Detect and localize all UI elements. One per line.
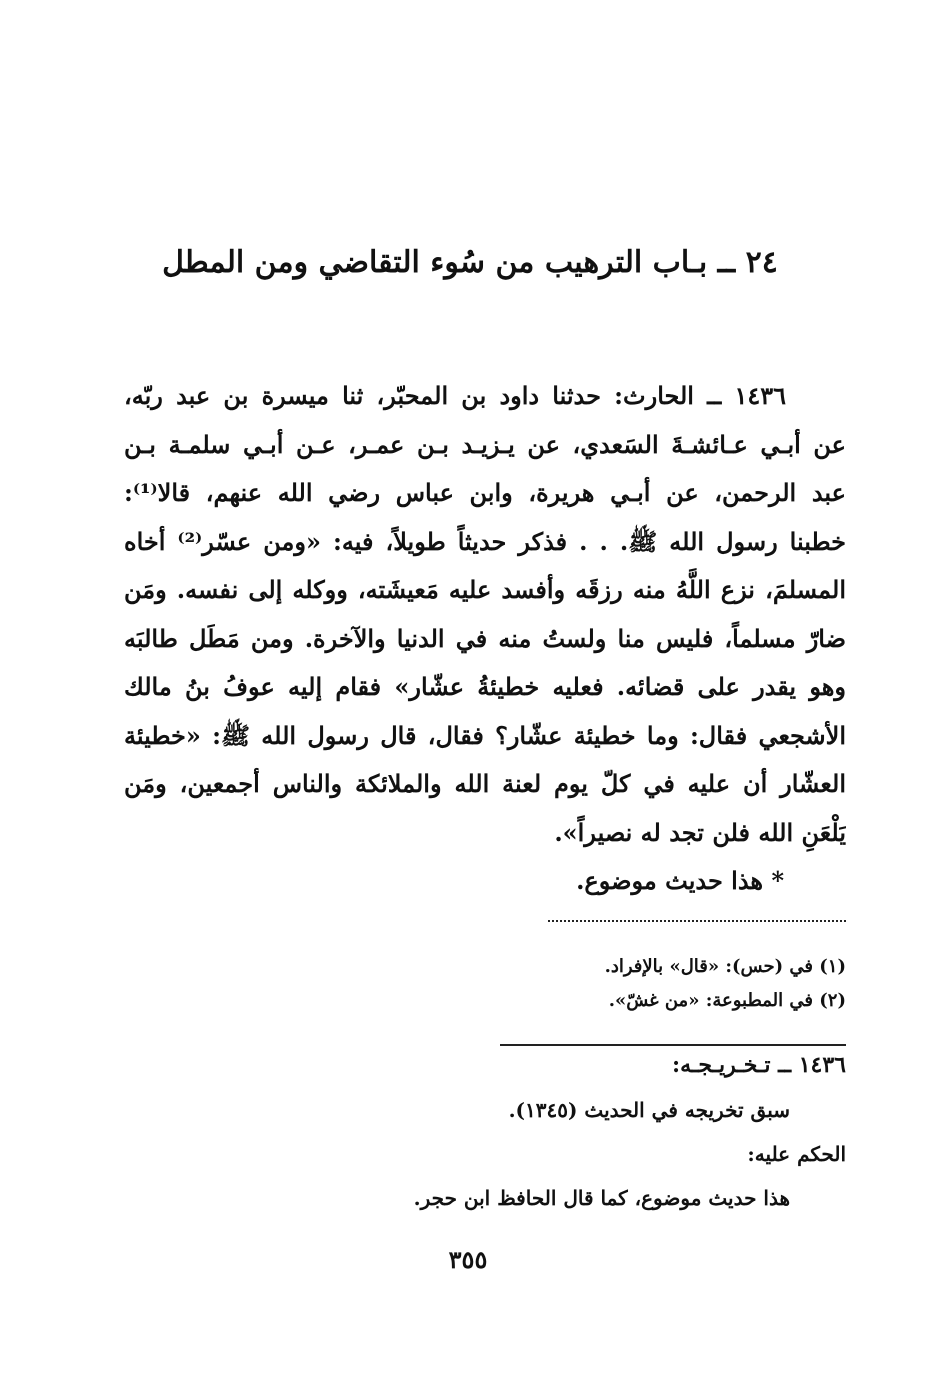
hadith-text [124,372,846,857]
hadith-line: خطبنا رسول الله ﷺ. . . فذكر حديثاً طويلاً، فيه: «ومن عسّر⁽²⁾ أخاه [124,526,846,556]
hadith-line: ١٤٣٦ ــ الحارث: حدثنا داود بن المحبّر، ثنا ميسرة بن عبد ربّه، [124,381,786,410]
hadith-line: يَلْعَنِ الله فلن تجد له نصيراً». [554,817,846,847]
takhrij-separator [500,1044,846,1046]
footnote-separator [548,920,846,922]
footnote-2: (٢) في المطبوعة: «من غشّ». [608,990,846,1011]
ruling-text: هذا حديث موضوع، كما قال الحافظ ابن حجر. [413,1186,790,1210]
page-number: ٣٥٥ [448,1245,488,1274]
takhrij-heading: ١٤٣٦ ــ تـخـريـجـه: [672,1052,846,1078]
hadith-line: ضارّ مسلماً، فليس منا ولستُ منه في الدنيا والآخرة. ومن مَطَل طالبَه [124,623,846,653]
hadith-line: العشّار أن عليه في كلّ يوم لعنة الله والملائكة والناس أجمعين، ومَن [124,769,846,798]
footnotes [300,950,846,1018]
hadith-line: المسلمَ، نزع اللَّهُ منه رزقَه وأفسد عليه مَعيشَته، ووكله إلى نفسه. ومَن [124,575,846,604]
hadith-line: الأشجعي فقال: وما خطيئة عشّار؟ فقال، قال رسول الله ﷺ: «خطيئة [124,720,846,750]
hadith-line: وهو يقدر على قضائه. فعليه خطيئةُ عشّار» فقام إليه عوفُ بنُ مالك [124,672,846,701]
hadith-line: عن أبـي عـائشـةَ السَعدي، عن يـزيـد بـن عمـر، عـن أبـي سلمـة بـن [124,429,846,459]
footnote-1: (١) في (حس): «قال» بالإفراد. [604,956,846,977]
hadith-line: عبد الرحمن، عن أبـي هريرة، وابن عباس رضي الله عنهم، قالا⁽¹⁾: [124,478,846,507]
takhrij-text: سبق تخريجه في الحديث (١٣٤٥). [508,1098,790,1122]
hadith-verdict: * هذا حديث موضوع. [576,866,784,895]
chapter-title: ٢٤ ــ بـاب الترهيب من سُوء التقاضي ومن المطل [162,245,778,280]
ruling-heading: الحكم عليه: [747,1142,846,1166]
